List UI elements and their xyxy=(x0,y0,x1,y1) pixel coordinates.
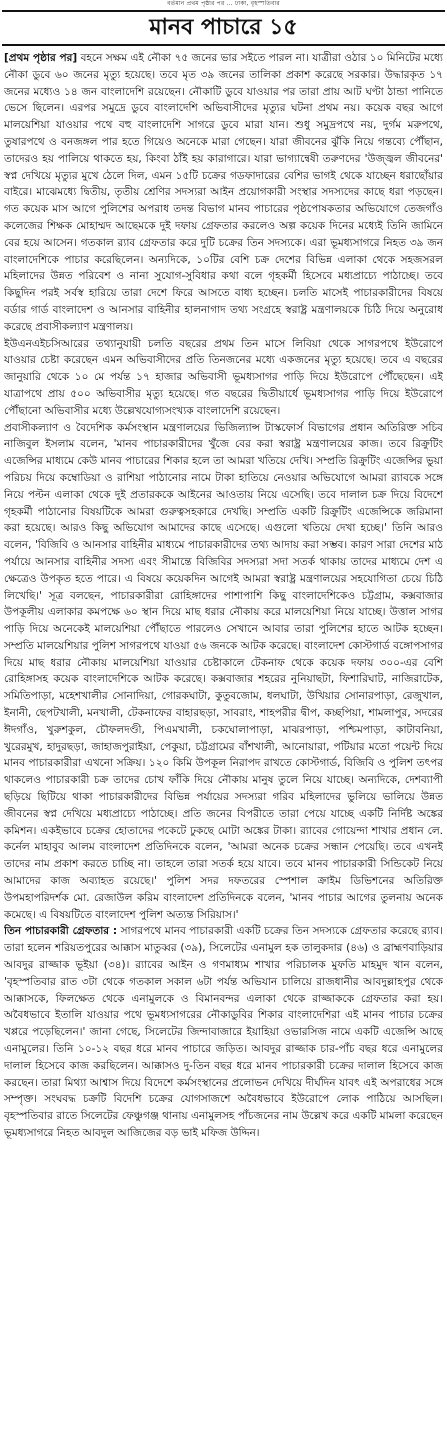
subhead: তিন পাচারকারী গ্রেফতার : xyxy=(4,925,118,938)
paragraph-4-text: সাগরপথে মানব পাচারকারী একটি চক্রের তিন সদস্যকে গ্রেফতার করেছে র‌্যাব। তারা হলেন শরিয়তপুরের আক্কাস মাতুব্বর (৩৯), সিলেটের এনামুল হক তালুকদার (৪৬) ও ব্রাহ্মণবাড়িয়ার আবদুর রাজ্জাক ভূইয়া (৩৪)। র‌্যাবের আইন ও গণমাধ্যম শাখার পরিচালক মুফতি মাহমুদ খান বলেন, 'বৃহস্পতিবার রাত ৩টা থেকে গতকাল সকাল ৬টা পর্যন্ত অভিযান চালিয়ে রাজধানীর আবদুল্লাহপুর থেকে আক্কাসকে, ফিলক্ষেত থেকে এনামুলকে ও বিমানবন্দর এলাকা থেকে রাজ্জাককে গ্রেফতার করা হয়। অবৈধভাবে ইতালি যাওয়ার পথে ভূমধ্যসাগরের নৌকাডুবির শিকার বাংলাদেশিরা এই মানব পাচার চক্রের খপ্পরে পড়েছিলেন।' জানা গেছে, সিলেটের জিন্দাবাজারে ইয়াহিয়া ওভারসিজ নামে একটি এজেন্সি আছে এনামুলের। তিনি ১০-১২ বছর ধরে মানব পাচারে জড়িত। আবদুর রাজ্জাক চার-পাঁচ বছর ধরে এনামুলের দালাল হিসেবে কাজ করছিলেন। আক্কাসও দু-তিন বছর ধরে মানব পাচারকারী চক্রের দালাল হিসেবে কাজ করছেন। তারা মিথ্যা আশ্বাস দিয়ে বিদেশে কর্মসংস্থানের প্রলোভন দেখিয়ে দীর্ঘদিন যাবৎ এই অপরাধের সঙ্গে সম্পৃক্ত। সংঘবদ্ধ চক্রটি বিদেশি চক্রের যোগসাজশে অবৈধভাবে ইউরোপে লোক পাঠিয়ে আসছিল। বৃহস্পতিবার রাতে সিলেটের ফেঞ্চুগঞ্জ থানায় এনামুলসহ পাঁচজনের নাম উল্লেখ করে একটি মামলা করেছেন ভূমধ্যসাগরে নিহত আবদুল আজিজের বড় ভাই মফিজ উদ্দিন। xyxy=(4,925,443,1139)
paragraph-1-text: বহনে সক্ষম এই নৌকা ৭৫ জনের ভার সইতে পারল না। যাত্রীরা ওঠার ১০ মিনিটের মধ্যে নৌকা ডুবে ৬০ জনের মৃত্যু হয়েছে। তবে মৃত ৩৯ জনের তালিকা প্রকাশ করেছে সরকার। উদ্ধারকৃত ১৭ জনের মধ্যেও ১৪ জন বাংলাদেশি রয়েছেন। নৌকাটি ডুবে যাওয়ার পর তারা প্রায় আট ঘণ্টা ঠান্ডা পানিতে ভেসে ছিলেন। এরপর সমুদ্রে ডুবে বাংলাদেশি অভিবাসীদের মৃত্যুর ঘটনা প্রথম নয়। কয়েক বছর আগে মালয়েশিয়া যাওয়ার পথে বহু বাংলাদেশি সাগরে ডুবে মারা যান। শুধু সমুদ্রপথে নয়, দুর্গম মরুপথে, তুষারপথে ও বনজঙ্গল পার হতে গিয়েও অনেকে মারা গেছেন। যারা জীবনের ঝুঁকি নিয়ে গন্তব্যে পৌঁছান, তাদেরও হয় পালিয়ে থাকতে হয়, কিংবা ঠাঁই হয় কারাগারে। যারা ভাগ্যান্বেষী তরুণদের 'উজ্জ্বল জীবনের' স্বপ্ন দেখিয়ে মৃত্যুর মুখে ঠেলে দিল, এমন ১৫টি চক্রের গডফাদারের বেশির ভাগই থেকে যাচ্ছেন ধরাছোঁয়ার বাইরে। মাঝেমধ্যে দ্বিতীয়, তৃতীয় শ্রেণির সদস্যরা আইন প্রয়োগকারী সংস্থার সদস্যদের কাছে ধরা পড়ছেন। গত কয়েক মাস আগে পুলিশের অপরাধ তদন্ত বিভাগ মানব পাচারের পৃষ্ঠপোষকতার অভিযোগে তেজগাঁও কলেজের শিক্ষক মোহাম্মদ আছেমকে দুই দফায় গ্রেফতার করলেও অল্প কয়েক দিনের মধ্যেই তিনি জামিনে বের হয়ে আসেন। গতকাল র‌্যাব গ্রেফতার করে দুটি চক্রের তিন সদস্যকে। এরা ভূমধ্যসাগরে নিহত ৩৯ জন বাংলাদেশিকে পাচার করেছিলেন। অন্যদিকে, ১০টির বেশি চক্র দেশের বিভিন্ন এলাকা থেকে সহজসরল মহিলাদের উন্নত পরিবেশ ও নানা সুযোগ-সুবিধার কথা বলে গৃহকর্মী হিসেবে মধ্যপ্রাচ্যে পাঠাচ্ছে। তবে কিছুদিন পরই সর্বস্ব হারিয়ে তারা দেশে ফিরে আসতে বাধ্য হচ্ছেন। চলতি মাসেই পাচারকারীদের বিষয়ে বর্ডার গার্ড বাংলাদেশ ও আনসার বাহিনীর হালনাগাদ তথ্য সংগ্রহে স্বরাষ্ট্র মন্ত্রণালয়কে চিঠি দিয়ে অনুরোধ করেছে প্রবাসীকল্যাণ মন্ত্রণালয়। xyxy=(4,52,443,333)
article-body xyxy=(4,50,443,1440)
headline-box xyxy=(2,10,445,46)
paragraph-2: ইউএনএইচসিআরের তথ্যানুযায়ী চলতি বছরের প্রথম তিন মাসে লিবিয়া থেকে সাগরপথে ইউরোপে যাওয়ার চেষ্টা করেছেন এমন অভিবাসীদের প্রতি তিনজনের মধ্যে একজনের মৃত্যু হয়েছে। তবে এ বছরের জানুয়ারি থেকে ১০ মে পর্যন্ত ১৭ হাজার অভিবাসী ভূমধ্যসাগর পাড়ি দিয়ে ইউরোপে পৌঁছেছেন। এই যাত্রাপথে প্রায় ৫০০ অভিবাসীর মৃত্যু হয়েছে। গত বছরের দ্বিতীয়ার্ধে ভূমধ্যসাগর পাড়ি দিয়ে ইউরোপে পৌঁছানো অভিবাসীর মধ্যে উল্লেখযোগ্যসংখ্যক বাংলাদেশি রয়েছেন। xyxy=(4,337,443,417)
paragraph-1 xyxy=(4,50,443,336)
paragraph-3: প্রবাসীকল্যাণ ও বৈদেশিক কর্মসংস্থান মন্ত্রণালয়ের ভিজিল্যান্স টাস্কফোর্স বিভাগের প্রধান অতিরিক্ত সচিব নাজিবুল ইসলাম বলেন, 'মানব পাচারকারীদের খুঁজে বের করা স্বরাষ্ট্র মন্ত্রণালয়ের কাজ। তবে রিক্রুটিং এজেন্সির মাধ্যমে কেউ মানব পাচারের শিকার হলে তা আমরা খতিয়ে দেখি। সম্প্রতি রিক্রুটিং এজেন্সির ভুয়া পরিচয় দিয়ে কম্বোডিয়া ও রাশিয়া পাঠানোর নামে টাকা হাতিয়ে নেওয়ার অভিযোগে আমরা র‌্যাবকে সঙ্গে নিয়ে পল্টন এলাকা থেকে দুই প্রতারককে আইনের আওতায় নিয়ে এসেছি। তবে দালাল চক্র দিয়ে বিদেশে গৃহকর্মী পাঠানোর বিষয়টিকে আমরা গুরুত্বসহকারে দেখছি। সম্প্রতি একটি রিক্রুটিং এজেন্সিকে জরিমানা করা হয়েছে। আরও কিছু অভিযোগ আমাদের কাছে এসেছে। এগুলো খতিয়ে দেখা হচ্ছে।' তিনি আরও বলেন, 'বিজিবি ও আনসার বাহিনীর মাধ্যমে পাচারকারীদের তথ্য আদায় করা সম্ভব। কারণ সারা দেশের মাঠ পর্যায়ে আনসার বাহিনীর সদস্য এবং সীমান্তে বিজিবির সদস্যরা সদা সতর্ক থাকায় তাদের মাধ্যমে দেশ এ ক্ষেত্রেও উপকৃত হতে পারে। এ বিষয়ে কয়েকদিন আগেই আমরা স্বরাষ্ট্র মন্ত্রণালয়ের সহযোগিতা চেয়ে চিঠি লিখেছি।' সূত্র বলছেন, পাচারকারীরা রোহিঙ্গাদের পাশাপাশি কিছু বাংলাদেশিকেও চট্টগ্রাম, কক্সবাজার উপকূলীয় এলাকার কমপক্ষে ৬০ স্থান দিয়ে মাছ ধরার নৌকায় করে মালয়েশিয়া নিয়ে যাচ্ছে। উত্তাল সাগর পাড়ি দিয়ে অনেকেই মালয়েশিয়া পৌঁছাতে পারলেও সেখানে আবার তারা পুলিশের হাতে আটক হচ্ছেন। সম্প্রতি মালয়েশিয়ার পুলিশ সাগরপথে যাওয়া ৫৬ জনকে আটক করেছে। বাংলাদেশ কোস্টগার্ড বঙ্গোপসাগর দিয়ে মাছ ধরার নৌকায় মালয়েশিয়া যাওয়ার চেষ্টাকালে টেকনাফ থেকে কয়েক দফায় ৩০০-এর বেশি রোহিঙ্গাসহ কয়েক বাংলাদেশিকে আটক করেছে। কক্সবাজার শহরের নুনিয়াছটা, ফিশারিঘাট, নাজিরাটেক, সমিতিপাড়া, মহেশখালীর সোনাদিয়া, গোরকঘাটা, কুতুবজোম, ধলঘাটা, উখিয়ার সোনারপাড়া, রেজুখাল, ইনানী, ছেপটখালী, মনখালী, টেকনাফের বাহারছড়া, সাবরাং, শাহপরীর দ্বীপ, কচ্ছপিয়া, শামলাপুর, সদরের ঈদগাঁও, খুরুশকুল, চৌফলদণ্ডী, পিএমখালী, চকঘোলাপাড়া, মাঝরপাড়া, পশ্চিমপাড়া, কাটাবনিয়া, খুরেরমুখ, হাদুরছড়া, জাহাজপুরাইয়া, পেকুয়া, চট্টগ্রামের বাঁশখালী, আনোয়ারা, পটিয়ার মতো পয়েন্ট দিয়ে মানব পাচারকারীরা এখনো সক্রিয়। ১২০ কিমি উপকূল নিরাপদ রাখতে কোস্টগার্ড, বিজিবি ও পুলিশ তৎপর থাকলেও পাচারকারী চক্র তাদের চোখ ফাঁকি দিয়ে নৌকায় মানুষ তুলে নিয়ে যাচ্ছে। অন্যদিকে, দেশব্যাপী ছড়িয়ে ছিটিয়ে থাকা পাচারকারীদের বিভিন্ন পর্যায়ের সদস্যরা গরিব মহিলাদের ভুলিয়ে ভালিয়ে উন্নত জীবনের স্বপ্ন দেখিয়ে মধ্যপ্রাচ্যে পাঠাচ্ছে। প্রতি জনের বিপরীতে তারা পেয়ে যাচ্ছে একটি নির্দিষ্ট অঙ্কের কমিশন। একইভাবে চক্রের হোতাদের পকেটে ঢুকছে মোটা অঙ্কের টাকা। র‌্যাবের গোয়েন্দা শাখার প্রধান লে. কর্নেল মাহাবুব আলম বাংলাদেশ প্রতিদিনকে বলেন, 'আমরা অনেক চক্রের সন্ধান পেয়েছি। তবে এখনই তাদের নাম প্রকাশ করতে চাচ্ছি না। তাহলে তারা সতর্ক হয়ে যাবে। তবে মানব পাচারকারী সিন্ডিকেট নিয়ে আমাদের কাজ অব্যাহত রয়েছে।' পুলিশ সদর দফতরের স্পেশাল ক্রাইম ডিভিশনের অতিরিক্ত উপমহাপরিদর্শক মো. রেজাউল করিম বাংলাদেশ প্রতিদিনকে বলেন, 'মানব পাচার আগের তুলনায় অনেক কমেছে। এ বিষয়টিতে বাংলাদেশ পুলিশ অত্যন্ত সিরিয়াস।' xyxy=(4,421,443,921)
top-line: বর্তমান প্রথম পৃষ্ঠার পর ... ঢাকা, বৃহস্পতিবার xyxy=(167,0,280,7)
headline: মানব পাচারে ১৫ xyxy=(149,15,298,40)
paragraph-1-lead: [প্রথম পৃষ্ঠার পর] xyxy=(4,52,78,64)
paragraph-4 xyxy=(4,923,443,1141)
